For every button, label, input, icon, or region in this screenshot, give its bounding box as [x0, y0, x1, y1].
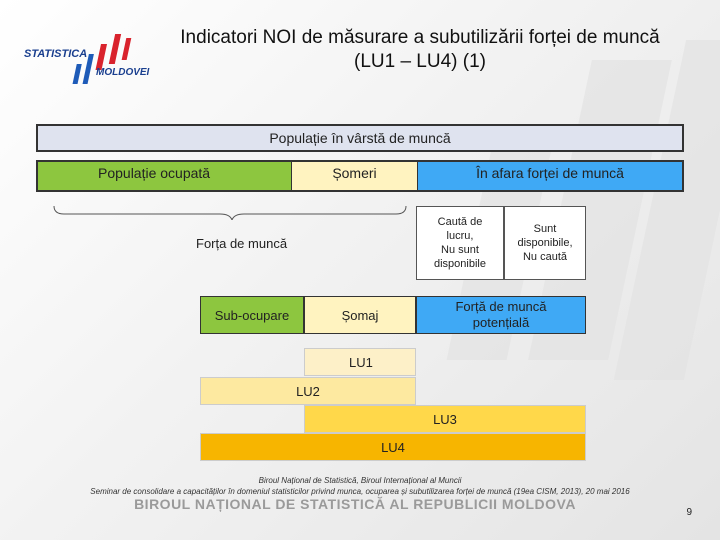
seeking-line-1: Caută de: [437, 216, 483, 228]
employed-box: [38, 162, 292, 190]
lu2-bar: [200, 377, 416, 405]
lu2-label: LU2: [296, 383, 320, 399]
underemployment-label: Sub-ocupare: [214, 307, 290, 323]
footer-source: Biroul Național de Statistică, Biroul Internațional al Muncii: [258, 476, 462, 485]
logo-text-statistica: STATISTICA: [24, 48, 88, 60]
page-number: 9: [686, 507, 692, 518]
population-row: [36, 160, 684, 192]
unemployment-box: [304, 296, 416, 334]
footer-institution: BIROUL NAȚIONAL DE STATISTICĂ AL REPUBLICII MOLDOVA: [134, 496, 576, 512]
underemployment-box: [200, 296, 304, 334]
lu1-bar: [304, 348, 416, 376]
logo-text-moldovei: MOLDOVEI: [96, 67, 150, 78]
lu3-bar: [304, 405, 586, 433]
seeking-line-2: lucru,: [446, 230, 474, 242]
labour-force-label: Forța de muncă: [196, 236, 288, 251]
available-not-seeking-box: [504, 206, 586, 280]
employed-label: Populație ocupată: [98, 165, 211, 181]
seeking-line-3: Nu sunt: [441, 244, 479, 256]
outside-labour-force-box: [418, 162, 682, 190]
working-age-label: Populație în vârstă de muncă: [269, 130, 451, 146]
potential-line-2: potențială: [472, 315, 530, 330]
lu4-label: LU4: [381, 439, 405, 455]
available-line-3: Nu caută: [522, 251, 568, 263]
logo-bars-icon: [20, 30, 160, 90]
available-line-1: Sunt: [533, 223, 557, 235]
unemployed-box: [292, 162, 418, 190]
footer-seminar: Seminar de consolidare a capacităților în domeniul statisticilor privind munca, ocuparea și subutilizarea forței de muncă (19ea CISM, 2013), 20 mai 2016: [90, 487, 630, 496]
outside-labour-force-label: În afara forței de muncă: [476, 165, 624, 181]
seeking-line-4: disponibile: [434, 258, 486, 270]
available-line-2: disponibile,: [517, 237, 573, 249]
lu1-label: LU1: [349, 354, 373, 370]
lu4-bar: [200, 433, 586, 461]
statistica-moldovei-logo: [20, 30, 160, 90]
working-age-population-box: [36, 124, 684, 152]
unemployment-label: Șomaj: [341, 307, 379, 323]
title-line-1: Indicatori NOI de măsurare a subutilizării forței de muncă: [180, 27, 660, 48]
title-line-2: (LU1 – LU4) (1): [354, 51, 486, 72]
potential-line-1: Forță de muncă: [455, 299, 547, 314]
lu3-label: LU3: [433, 411, 457, 427]
labour-force-brace: [52, 204, 408, 220]
page-title: [150, 26, 690, 74]
potential-labour-force-box: [416, 296, 586, 334]
unemployed-label: Șomeri: [332, 165, 377, 181]
seeking-not-available-box: [416, 206, 504, 280]
